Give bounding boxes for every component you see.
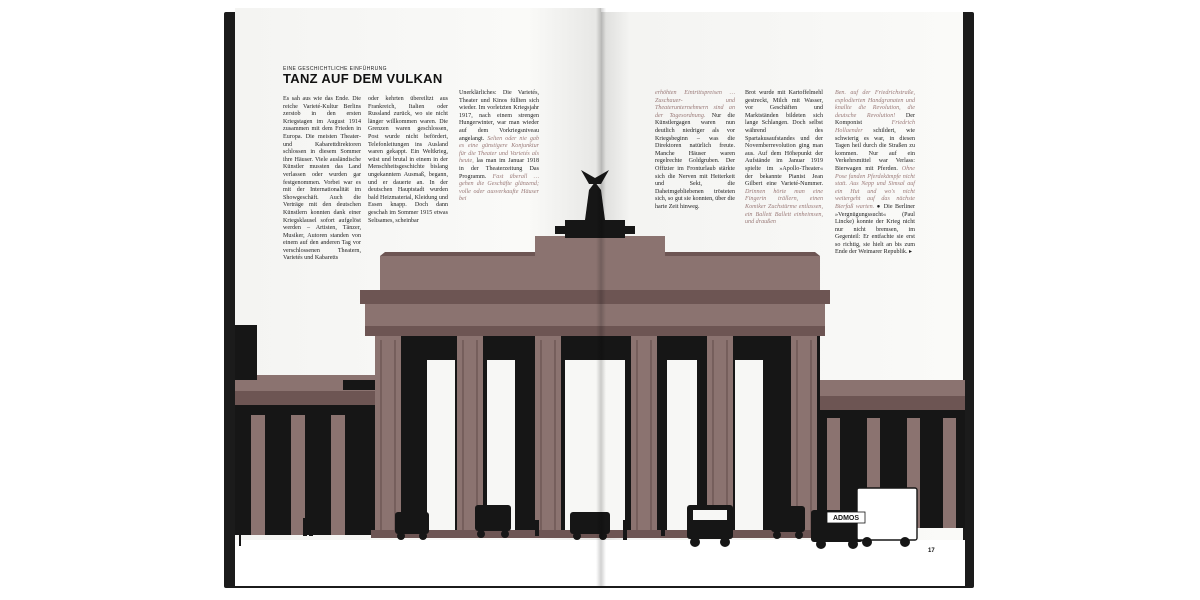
- text-column-5: [745, 90, 823, 227]
- admos-sign: [827, 512, 865, 523]
- paragraph: Unerklärliches: Die Varietés, Theater und Kinos füllten sich wieder. Im vorletzten Kriegsjahr 1917, nach einem strengen Hungerwinter, war man wieder auf dem Vorkriegsniveau angelangt.: [459, 90, 539, 142]
- page-title: TANZ AUF DEM VULKAN: [283, 71, 443, 86]
- quote: Ohne Pose fanden Pferdekämpfe nicht statt. Aus Nepp und Simsal auf ein Hut und wo's nicht weitergeht auf das nächste Bierfaß warten.: [835, 165, 915, 210]
- left-colonnade: [235, 325, 375, 535]
- quote: Friedrich Hollaender: [835, 120, 915, 134]
- book-gutter: [596, 8, 606, 586]
- quote: Selten oder nie gab es eine günstigere Konjunktur für die Theater und Varietés als heute,: [459, 135, 539, 165]
- page-number: 17: [928, 548, 935, 554]
- quote: Fast überall … gehen die Geschäfte glänzend; volle oder ausverkaufte Häuser bei: [459, 173, 539, 203]
- quote: Ben. auf der Friedrichstraße, explodierten Handgranaten und knallte die Revolution, die deutsche Revolution!: [835, 90, 915, 119]
- paragraph: Brot wurde mit Kartoffelmehl gestreckt, Milch mit Wasser, vor Geschäften und Marktständen bildeten sich lange Schlangen. Doch selbst während des Spartakusaufstandes und der Novemberrevolution ging man aus. Auf dem Höhepunkt der Aufstände im Januar 1919 spielte im »Apollo-Theater« der bekannte Pianist Jean Gilbert eine Varieté-Nummer.: [745, 90, 823, 188]
- kicker: EINE GESCHICHTLICHE EINFÜHRUNG: [283, 66, 387, 72]
- paragraph: Der Komponist: [835, 112, 915, 127]
- paragraph: ● Die Berliner »Vergnügungssucht« (Paul Lincke) konnte der Krieg nicht nur nicht bremsen, im Gegenteil: Er entfachte sie erst so richtig, sie hielt an bis zum Ende der Weimarer Republik. ▸: [835, 203, 915, 256]
- text-column-6: [835, 90, 915, 257]
- text-column-4: [655, 90, 735, 212]
- gate-structure: [360, 236, 830, 538]
- text-column-1: [283, 96, 361, 263]
- sign-text: ADMOS: [832, 515, 860, 522]
- quote: erhöhten Eintrittspreisen … Zuschauer- und Theaterunternehmern sind an der Tagesordnung.: [655, 90, 735, 119]
- paragraph: schildert, wie schwierig es war, in diesen Tagen heil durch die Straßen zu kommen. Nur auf ein Verkehrsmittel war Verlass: Bierwagen mit Pferden.: [835, 127, 915, 172]
- text-column-2: [368, 96, 448, 225]
- paragraph: Nur die Künstlergagen waren nun deutlich niedriger als vor Kriegsbeginn – was die Direktoren natürlich freute. Manche Häuser waren regelrechte Goldgruben. Der Offizier im Fronturlaub stärkte sich die Nerven mit Heiterkeit und Sekt, die Daheimgebliebenen trösteten sich, so gut sie konnten, über die harte Zeit hinweg.: [655, 112, 735, 210]
- paragraph: las man im Januar 1918 in der Theaterzeitung Das Programm.: [459, 158, 539, 180]
- truck: [857, 488, 917, 547]
- paragraph: Es sah aus wie das Ende. Die reiche Varieté-Kultur Berlins zerstob in den ersten Kriegstagen im August 1914 zusammen mit dem Frieden in Europa. Die meisten Theater- und Kabarettdirektoren schlossen in diesem Sommer ihre Häuser. Viele ausländische Künstler mussten das Land verlassen oder wurden gar festgenommen. Vorbei war es mit der Internationalität im Showgeschäft. Auch die Verträge mit den deutschen Künstlern konnten dank einer Kriegsklausel sofort aufgelöst werden – Artisten, Tänzer, Musiker, Autoren standen von einem auf den anderen Tag vor verschlossenen Theatern, Varietés und Kabaretts: [283, 96, 361, 262]
- quote: Drinnen hörte man eine Fingerin trällern, einen Komiker Zuchstürme entlassen, ein Ballett Ballett einheimsen, und draußen: [745, 188, 823, 226]
- text-column-3: [459, 90, 539, 204]
- paragraph: oder kehrten übereiltzt aus Frankreich, Italien oder Russland zurück, wo sie nicht länger willkommen waren. Die Grenzen waren geschlossen, Post wurde nicht befördert, Telefonleitungen ins Ausland waren gekappt. Ein Weltkrieg, wüst und brutal in einem in der Menschheitsgeschichte bislang ungekanntem Ausmaß, begann, und er dauerte an. In der deutschen Hauptstadt wurden bald Heizmaterial, Kleidung und Essen knapp. Doch dann geschah im Sommer 1915 etwas Seltsames, scheinbar: [368, 96, 448, 224]
- quadriga-sculpture: [555, 170, 635, 238]
